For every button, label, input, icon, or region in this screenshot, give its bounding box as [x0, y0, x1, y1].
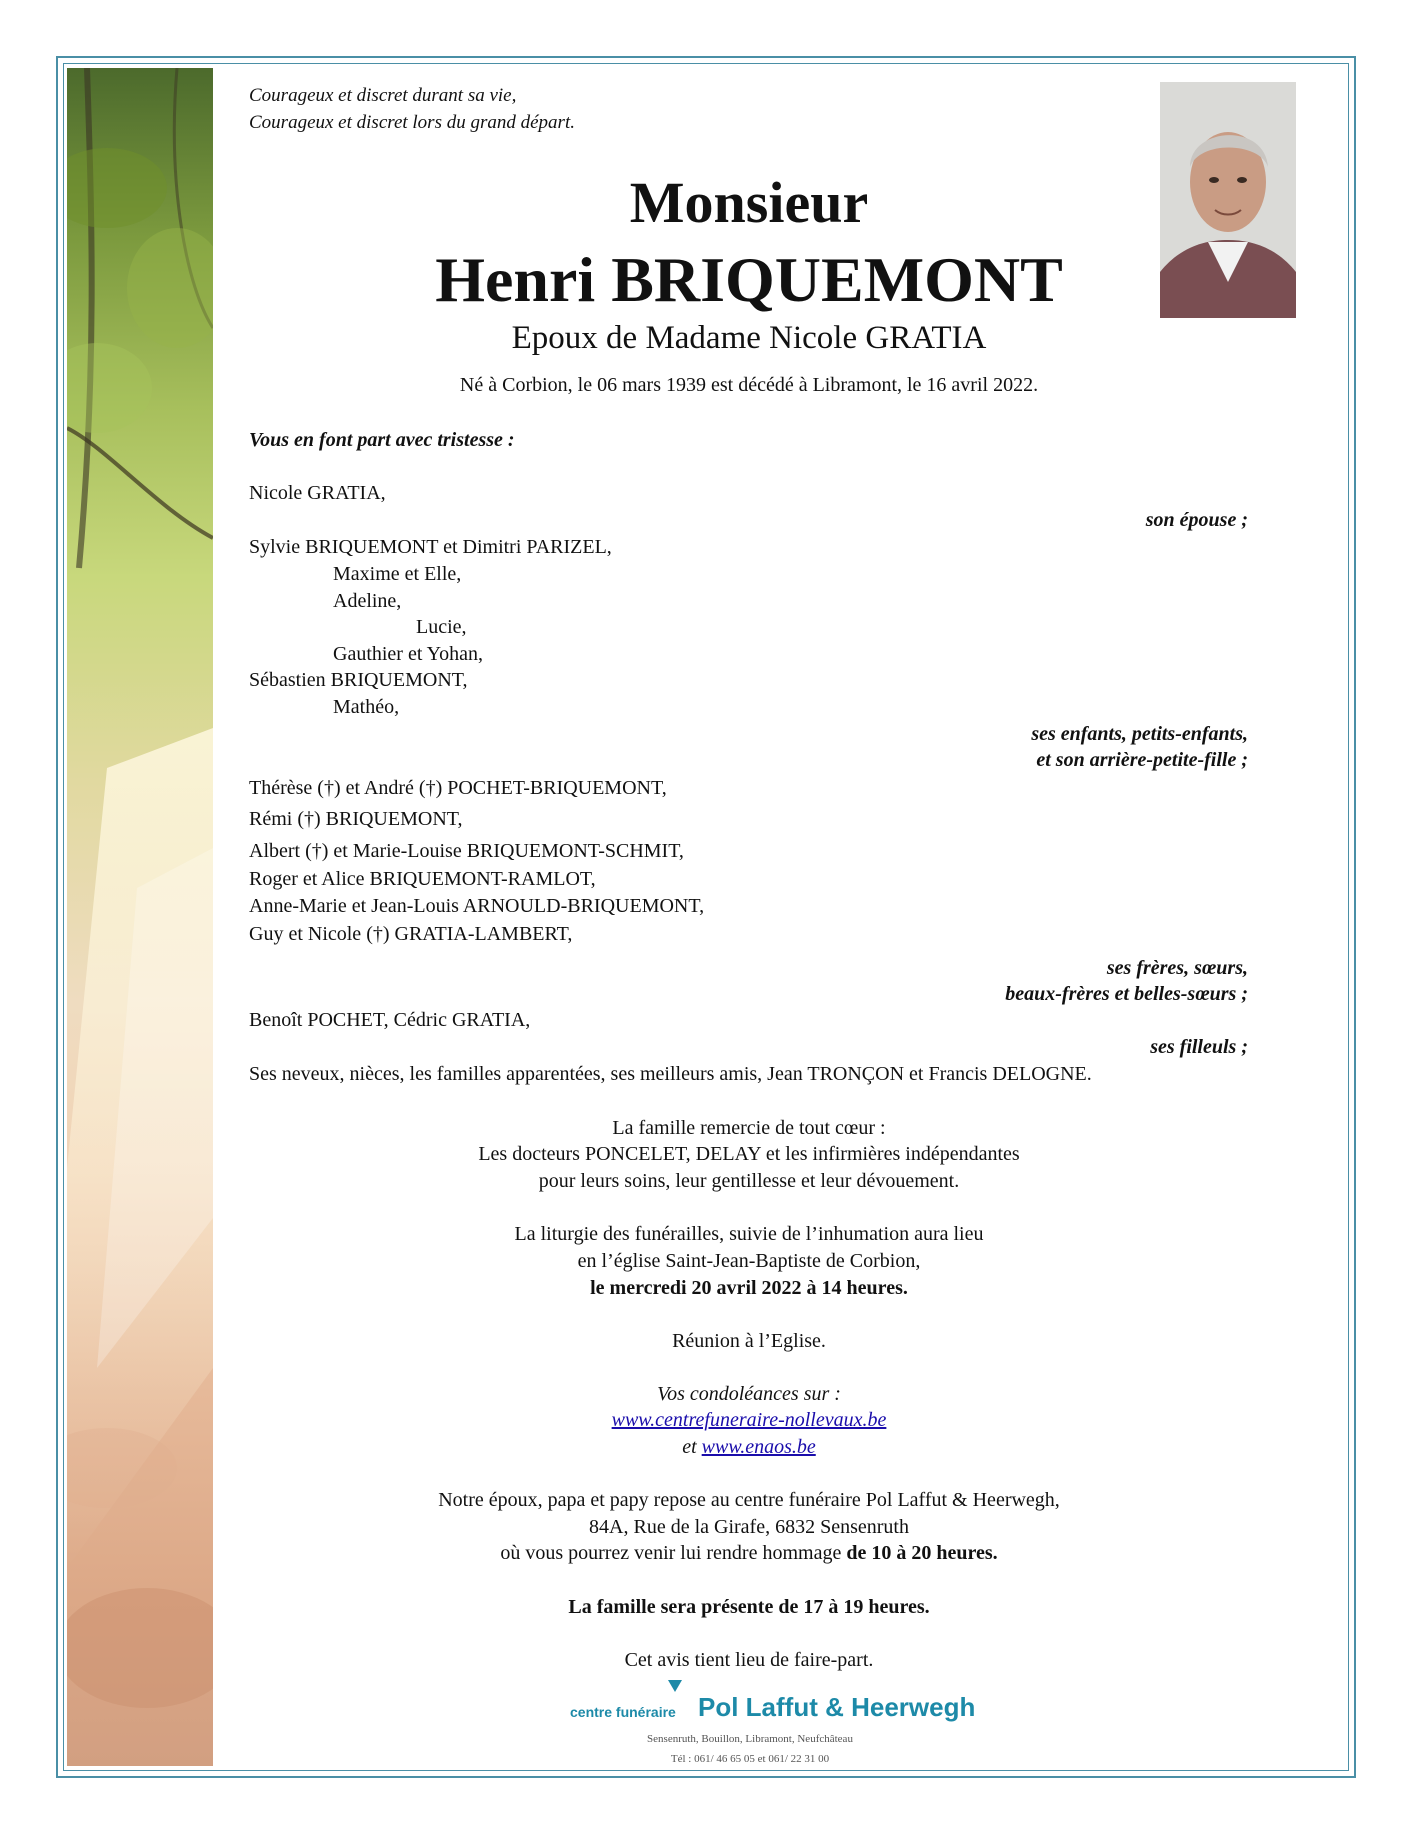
condolences-label: Vos condoléances sur : — [657, 1383, 841, 1405]
family-name: Thérèse (†) et André (†) POCHET-BRIQUEMONT, — [249, 777, 667, 799]
family-name: Guy et Nicole (†) GRATIA-LAMBERT, — [249, 923, 573, 945]
family-name: Nicole GRATIA, — [249, 482, 386, 504]
epigraph-line: Courageux et discret durant sa vie, — [249, 85, 517, 106]
logo-locations: Sensenruth, Bouillon, Libramont, Neufchâteau — [647, 1733, 853, 1745]
epigraph — [249, 82, 575, 136]
logo-prefix: centre funéraire — [570, 1704, 676, 1720]
visitation-hours-time: de 10 à 20 heures. — [846, 1542, 998, 1564]
relation-label: son épouse ; — [1145, 509, 1248, 531]
condolences-link-enaos[interactable]: www.enaos.be — [701, 1436, 816, 1458]
family-name: Adeline, — [333, 590, 402, 612]
family-name: Rémi (†) BRIQUEMONT, — [249, 808, 463, 830]
family-name: Sylvie BRIQUEMONT et Dimitri PARIZEL, — [249, 536, 612, 558]
gathering-note: Réunion à l’Eglise. — [672, 1330, 826, 1352]
link-prefix: et — [682, 1436, 702, 1458]
family-name: Benoît POCHET, Cédric GRATIA, — [249, 1009, 531, 1031]
family-presence: La famille sera présente de 17 à 19 heures. — [568, 1596, 930, 1618]
family-name: Gauthier et Yohan, — [333, 643, 483, 665]
family-name: Maxime et Elle, — [333, 563, 462, 585]
family-name: Lucie, — [416, 616, 467, 638]
funeral-date: le mercredi 20 avril 2022 à 14 heures. — [590, 1277, 908, 1299]
honorific: Monsieur — [629, 170, 869, 235]
funeral-line: La liturgie des funérailles, suivie de l’inhumation aura lieu — [514, 1223, 984, 1245]
spouse-line: Epoux de Madame Nicole GRATIA — [511, 320, 987, 356]
birth-death-dates: Né à Corbion, le 06 mars 1939 est décédé à Libramont, le 16 avril 2022. — [459, 374, 1039, 396]
notice-line: Cet avis tient lieu de faire-part. — [624, 1649, 874, 1671]
relation-label: ses frères, sœurs, — [1106, 957, 1248, 979]
family-name: Anne-Marie et Jean-Louis ARNOULD-BRIQUEMONT, — [249, 895, 705, 917]
family-name: Mathéo, — [333, 696, 400, 718]
family-name: Sébastien BRIQUEMONT, — [249, 669, 468, 691]
family-name: Roger et Alice BRIQUEMONT-RAMLOT, — [249, 868, 596, 890]
condolences-link-line — [249, 1434, 1249, 1461]
deceased-name: Henri BRIQUEMONT — [435, 244, 1063, 315]
logo-name: Pol Laffut & Heerwegh — [698, 1692, 976, 1722]
logo-triangle-icon — [668, 1680, 682, 1692]
visitation-hours-text: où vous pourrez venir lui rendre hommage — [500, 1542, 847, 1564]
condolences-link-line — [249, 1407, 1249, 1434]
thanks-line: pour leurs soins, leur gentillesse et leur dévouement. — [538, 1170, 960, 1192]
relation-label: beaux-frères et belles-sœurs ; — [1005, 983, 1248, 1005]
announcement-intro: Vous en font part avec tristesse : — [249, 429, 515, 451]
other-relatives: Ses neveux, nièces, les familles apparentées, ses meilleurs amis, Jean TRONÇON et Francis DELOGNE. — [249, 1063, 1092, 1085]
family-name: Albert (†) et Marie-Louise BRIQUEMONT-SCHMIT, — [249, 840, 684, 862]
condolences-link-nollevaux[interactable]: www.centrefuneraire-nollevaux.be — [611, 1409, 887, 1431]
thanks-line: La famille remercie de tout cœur : — [612, 1117, 886, 1139]
logo-phone: Tél : 061/ 46 65 05 et 061/ 22 31 00 — [670, 1753, 830, 1765]
funeral-home-logo — [520, 1678, 980, 1768]
thanks-line: Les docteurs PONCELET, DELAY et les infirmières indépendantes — [478, 1143, 1020, 1165]
visitation-hours — [249, 1540, 1249, 1567]
visitation-address: 84A, Rue de la Girafe, 6832 Sensenruth — [589, 1516, 909, 1538]
forest-path-photo — [67, 68, 213, 1766]
epigraph-line: Courageux et discret lors du grand départ. — [249, 112, 575, 133]
funeral-line: en l’église Saint-Jean-Baptiste de Corbion, — [577, 1250, 921, 1272]
relation-label: ses enfants, petits-enfants, — [1031, 723, 1248, 745]
relation-label: ses filleuls ; — [1150, 1036, 1248, 1058]
visitation-line: Notre époux, papa et papy repose au centre funéraire Pol Laffut & Heerwegh, — [438, 1489, 1060, 1511]
relation-label: et son arrière-petite-fille ; — [1036, 749, 1248, 771]
